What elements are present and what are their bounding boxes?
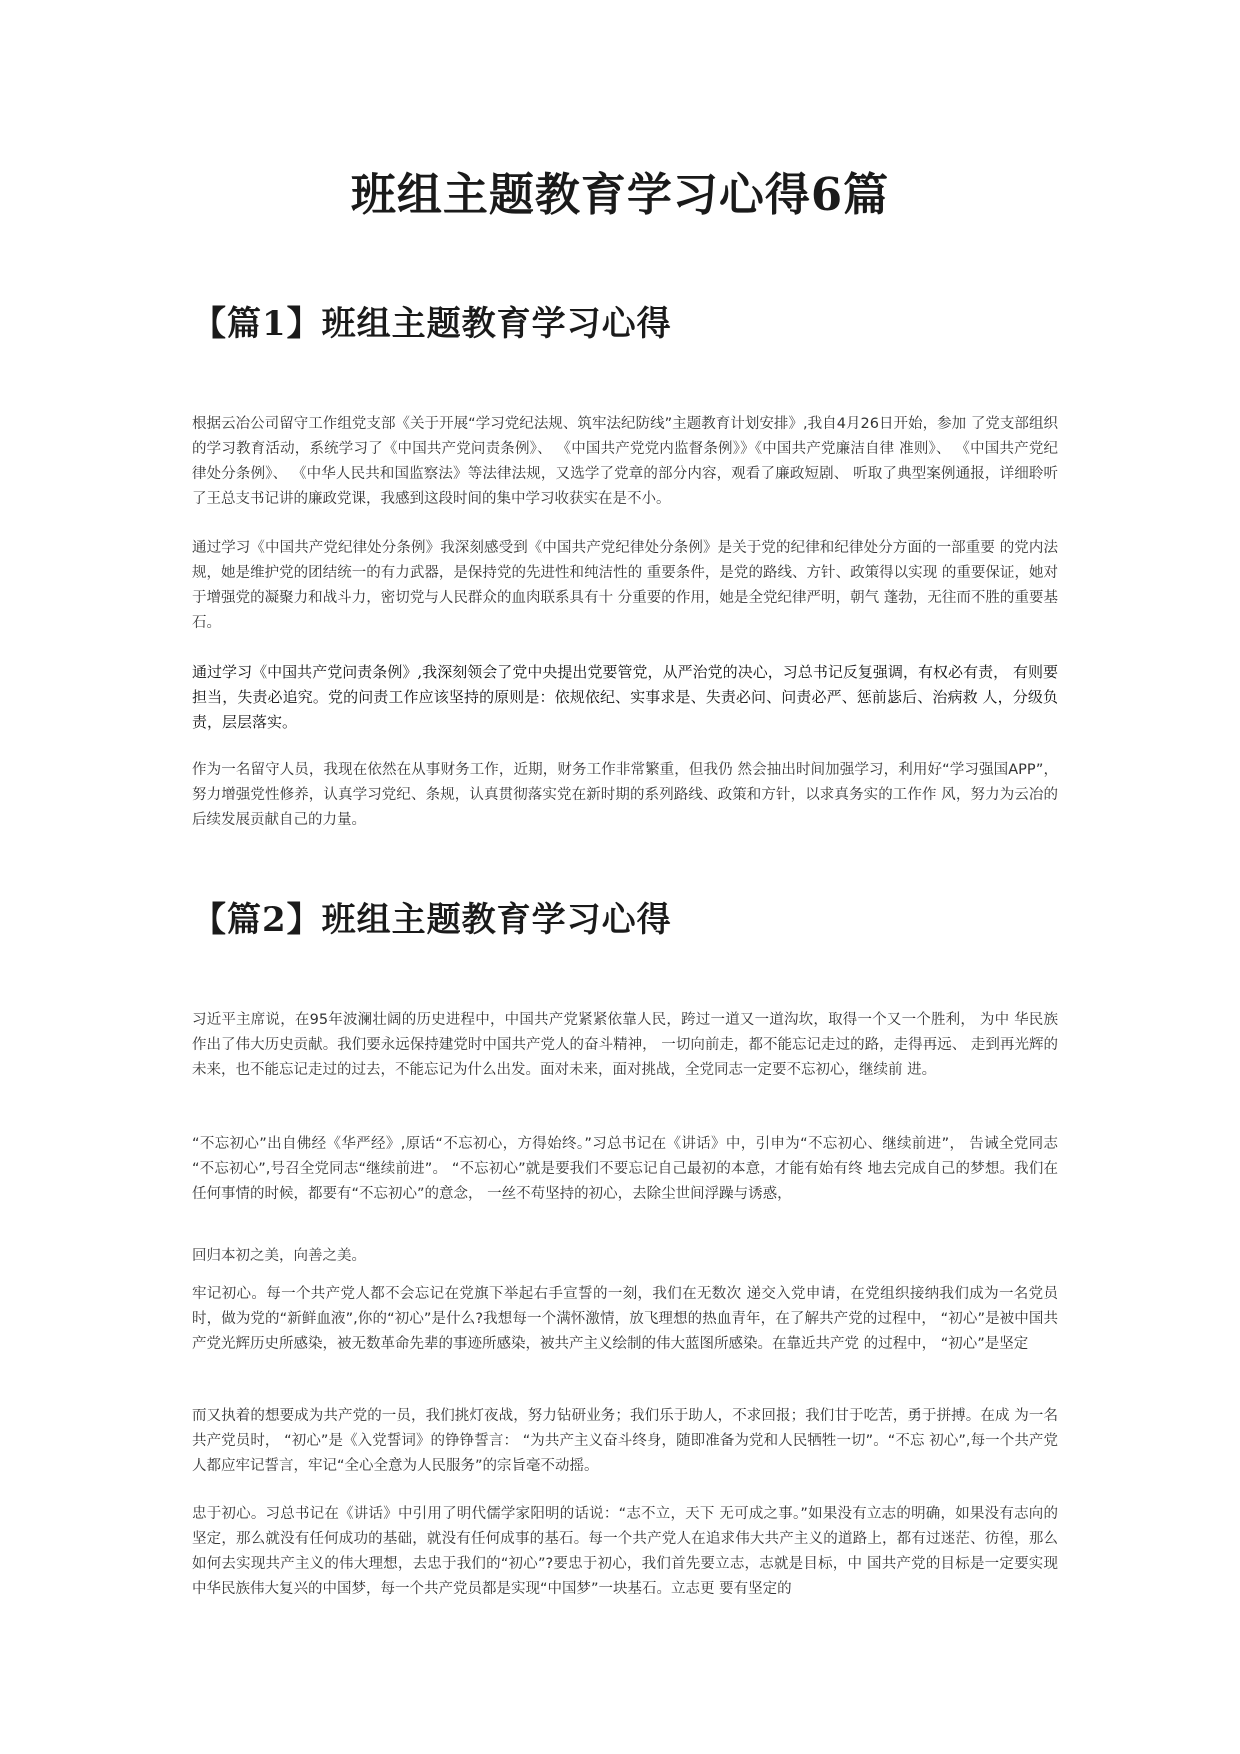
- section-2-paragraph-5: 而又执着的想要成为共产党的一员，我们挑灯夜战，努力钻研业务；我们乐于助人，不求回报；我们甘于吃苦，勇于拼搏。在成 为一名共产党员时， “初心”是《入党誓词》的铮铮誓言： “为共产主义奋斗终身，随即准备为党和人民牺牲一切”。“不忘 初心”,每一个共产党人都应牢记誓言，牢记“全心全意为人民服务”的宗旨毫不动摇。: [192, 1408, 1058, 1474]
- section-1-paragraph-3: 通过学习《中国共产党问责条例》,我深刻领会了党中央提出党要管党，从严治党的决心，习总书记反复强调，有权必有责， 有则要担当，失责必追究。党的问责工作应该坚持的原则是：依规依纪、实事求是、失责必问、问责必严、惩前毖后、治病救 人，分级负责，层层落实。: [192, 663, 1058, 731]
- section-2-paragraph-6: 忠于初心。习总书记在《讲话》中引用了明代儒学家阳明的话说：“志不立，天下 无可成之事。”如果没有立志的明确，如果没有志向的坚定，那么就没有任何成功的基础，就没有任何成事的基石。每一个共产党人在追求伟大共产主义的道路上，都有过迷茫、彷徨，那么如何去实现共产主义的伟大理想，去忠于我们的“初心”?要忠于初心，我们首先要立志，志就是目标，中 国共产党的目标是一定要实现中华民族伟大复兴的中国梦，每一个共产党员都是实现“中国梦”一块基石。立志更 要有坚定的: [192, 1506, 1058, 1597]
- section-1-heading: 【篇1】班组主题教育学习心得: [192, 304, 672, 344]
- section-2-paragraph-2: “不忘初心”出自佛经《华严经》,原话“不忘初心，方得始终。”习总书记在《讲话》中，引申为“不忘初心、继续前进”， 告诫全党同志 “不忘初心”,号召全党同志“继续前进”。 “不忘初心”就是要我们不要忘记自己最初的本意，才能有始有终 地去完成自己的梦想。我们在任何事情的时候，都要有“不忘初心”的意念， 一丝不苟坚持的初心，去除尘世间浮躁与诱惑，: [192, 1136, 1058, 1202]
- section-2-paragraph-3: 回归本初之美，向善之美。: [192, 1248, 366, 1264]
- section-2-paragraph-4: 牢记初心。每一个共产党人都不会忘记在党旗下举起右手宣誓的一刻，我们在无数次 递交入党申请，在党组织接纳我们成为一名党员时，做为党的“新鲜血液”,你的“初心”是什么?我想每一个满怀激情，放飞理想的热血青年，在了解共产党的过程中， “初心”是被中国共产党光辉历史所感染，被无数革命先辈的事迹所感染，被共产主义绘制的伟大蓝图所感染。在靠近共产党 的过程中， “初心”是坚定: [192, 1286, 1058, 1352]
- section-2-paragraph-1: 习近平主席说，在95年波澜壮阔的历史进程中，中国共产党紧紧依靠人民，跨过一道又一道沟坎，取得一个又一个胜利， 为中 华民族作出了伟大历史贡献。我们要永远保持建党时中国共产党人的奋斗精神， 一切向前走，都不能忘记走过的路，走得再远、 走到再光辉的未来，也不能忘记走过的过去，不能忘记为什么出发。面对未来，面对挑战，全党同志一定要不忘初心，继续前 进。: [192, 1012, 1058, 1078]
- section-1-paragraph-1: 根据云冶公司留守工作组党支部《关于开展“学习党纪法规、筑牢法纪防线”主题教育计划安排》,我自4月26日开始，参加 了党支部组织的学习教育活动，系统学习了《中国共产党问责条例》、 《中国共产党党内监督条例》》《中国共产党廉洁自律 准则》、 《中国共产党纪律处分条例》、 《中华人民共和国监察法》等法律法规，又选学了党章的部分内容，观看了廉政短剧、 听取了典型案例通报，详细聆听了王总支书记讲的廉政党课，我感到这段时间的集中学习收获实在是不小。: [192, 416, 1058, 507]
- section-1-paragraph-2: 通过学习《中国共产党纪律处分条例》我深刻感受到《中国共产党纪律处分条例》是关于党的纪律和纪律处分方面的一部重要 的党内法规，她是维护党的团结统一的有力武器，是保持党的先进性和纯洁性的 重要条件，是党的路线、方针、政策得以实现 的重要保证，她对于增强党的凝聚力和战斗力，密切党与人民群众的血肉联系具有十 分重要的作用，她是全党纪律严明，朝气 蓬勃，无往而不胜的重要基石。: [192, 540, 1058, 631]
- section-2-heading: 【篇2】班组主题教育学习心得: [192, 900, 672, 940]
- document-title: 班组主题教育学习心得6篇: [350, 168, 890, 221]
- section-1-paragraph-4: 作为一名留守人员，我现在依然在从事财务工作，近期，财务工作非常繁重，但我仍 然会抽出时间加强学习，利用好“学习强国APP”， 努力增强党性修养，认真学习党纪、条规，认真贯彻落实党在新时期的系列路线、政策和方针，以求真务实的工作作 风，努力为云冶的后续发展贡献自己的力量。: [192, 762, 1058, 828]
